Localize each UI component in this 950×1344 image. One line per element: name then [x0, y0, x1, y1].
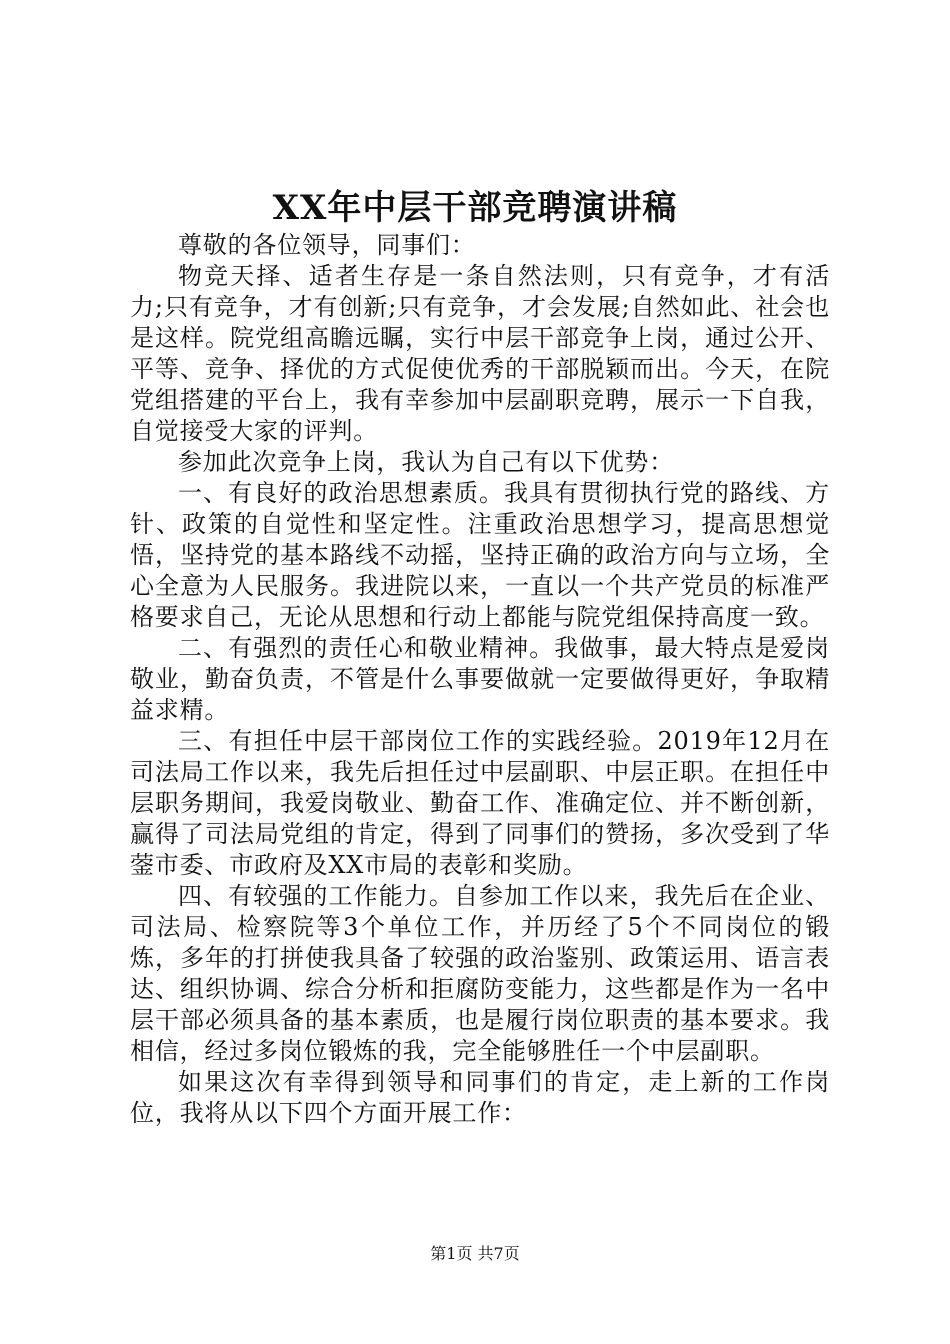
paragraph-advantage-1: 一、有良好的政治思想素质。我具有贯彻执行党的路线、方针、政策的自觉性和坚定性。注重政治思想学习，提高思想觉悟，坚持党的基本路线不动摇，坚持正确的政治方向与立场，全心全意为人民服务。我进院以来，一直以一个共产党员的标准严格要求自己，无论从思想和行动上都能与院党组保持高度一致。 [130, 479, 830, 631]
document-title: XX年中层干部竞聘演讲稿 [272, 188, 678, 228]
paragraph-plan-lead: 如果这次有幸得到领导和同事们的肯定，走上新的工作岗位，我将从以下四个方面开展工作： [130, 1068, 830, 1127]
paragraph-intro: 物竞天择、适者生存是一条自然法则，只有竞争，才有活力;只有竞争，才有创新;只有竞争，才会发展;自然如此、社会也是这样。院党组高瞻远瞩，实行中层干部竞争上岗，通过公开、平等、竞争、择优的方式促使优秀的干部脱颖而出。今天，在院党组搭建的平台上，我有幸参加中层副职竞聘，展示一下自我，自觉接受大家的评判。 [130, 262, 830, 445]
paragraph-advantage-2: 二、有强烈的责任心和敬业精神。我做事，最大特点是爱岗敬业，勤奋负责，不管是什么事要做就一定要做得更好，争取精益求精。 [130, 634, 830, 724]
paragraph-advantage-3: 三、有担任中层干部岗位工作的实践经验。2019年12月在司法局工作以来，我先后担任过中层副职、中层正职。在担任中层职务期间，我爱岗敬业、勤奋工作、准确定位、并不断创新，赢得了司法局党组的肯定，得到了同事们的赞扬，多次受到了华蓥市委、市政府及XX市局的表彰和奖励。 [130, 727, 830, 879]
page-number-footer: 第1页 共7页 [430, 1244, 520, 1263]
paragraph-advantages-lead: 参加此次竞争上岗，我认为自己有以下优势： [178, 448, 674, 476]
paragraph-advantage-4: 四、有较强的工作能力。自参加工作以来，我先后在企业、司法局、检察院等3个单位工作，并历经了5个不同岗位的锻炼，多年的打拼使我具备了较强的政治鉴别、政策运用、语言表达、组织协调、综合分析和拒腐防变能力，这些都是作为一名中层干部必须具备的基本素质，也是履行岗位职责的基本要求。我相信，经过多岗位锻炼的我，完全能够胜任一个中层副职。 [130, 882, 830, 1065]
document-body [130, 230, 830, 1129]
paragraph-salutation: 尊敬的各位领导，同事们： [178, 231, 476, 259]
